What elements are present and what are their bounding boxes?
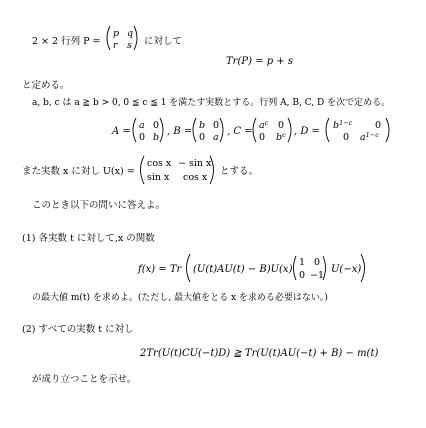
svg-text:(U(t)AU(t) − B)U(x): (U(t)AU(t) − B)U(x)	[193, 264, 293, 275]
intro-line2: と定める。	[22, 80, 70, 91]
svg-text:0: 0	[314, 257, 321, 268]
matrix-c-right-paren	[288, 118, 291, 142]
matrix-c-label: , C =	[227, 126, 253, 137]
matrix-b-label: , B =	[167, 126, 193, 137]
matrix-p-a11: p	[113, 28, 120, 39]
matrix-c-a12: 0	[278, 120, 285, 131]
trace-definition: Tr(P) = p + s	[226, 56, 293, 67]
instruction-text: このとき以下の問いに答えよ。	[32, 200, 166, 211]
q1-text: の最大値 m(t) を求めよ。(ただし, 最大値をとる x を求める必要はない。)	[32, 293, 328, 303]
q2-formula: 2Tr(U(t)CU(−t)D) ≧ Tr(U(t)AU(−t) + B) − m(t)	[140, 348, 379, 359]
matrix-c-a11: $a^c$	[259, 119, 269, 131]
matrix-p-left-paren	[107, 26, 110, 50]
matrix-b-a11: b	[199, 120, 206, 131]
matrix-d-right-paren	[386, 118, 389, 142]
matrix-a-a21: 0	[139, 132, 146, 143]
matrix-a-left-paren	[133, 118, 136, 142]
matrix-p-a22: s	[127, 40, 132, 51]
matrix-a-a11: a	[139, 120, 145, 131]
matrix-b-left-paren	[193, 118, 196, 142]
matrix-u-a11: cos x	[147, 158, 172, 169]
matrix-d-a21: 0	[343, 132, 350, 143]
matrix-u-a21: sin x	[147, 172, 170, 183]
matrix-a-a12: 0	[153, 120, 160, 131]
svg-text:−1: −1	[310, 270, 325, 281]
intro-line3: a, b, c は a ≧ b > 0, 0 ≦ c ≦ 1 を満たす実数とする。行列 A, B, C, D を次で定める。	[32, 98, 391, 108]
matrix-c-a22: $b^c$	[276, 131, 286, 143]
intro-line1-prefix: 2 × 2 行列 P =	[32, 36, 101, 47]
matrix-a-a22: b	[153, 132, 160, 143]
matrix-a-right-paren	[160, 118, 163, 142]
matrix-u-left-paren	[141, 156, 145, 184]
svg-text:1: 1	[299, 257, 306, 268]
matrix-d-left-paren	[326, 118, 329, 142]
matrix-u-a12: − sin x	[178, 158, 212, 169]
matrix-b-a22: a	[213, 132, 219, 143]
matrix-d-a22: $a^{1-c}$	[360, 131, 379, 143]
svg-text:U(−x): U(−x)	[331, 264, 362, 275]
q2-heading: (2) すべての実数 t に対し	[22, 324, 134, 335]
intro-line1-suffix: に対して	[144, 36, 183, 47]
matrix-c-a21: 0	[259, 132, 266, 143]
q2-text: が成り立つことを示せ。	[32, 374, 137, 385]
matrix-d-a11: $b^{1-c}$	[333, 119, 353, 131]
matrix-a-label: A =	[112, 126, 131, 137]
matrix-p-right-paren	[134, 26, 137, 50]
rotation-prefix: また実数 x に対し U(x) =	[22, 166, 135, 177]
matrix-c-left-paren	[253, 118, 256, 142]
matrix-b-a21: 0	[199, 132, 206, 143]
matrix-d-label: , D =	[294, 126, 320, 137]
matrix-u-a22: cos x	[183, 172, 208, 183]
matrix-p-a21: r	[113, 40, 118, 51]
matrix-p-a12: q	[127, 28, 134, 39]
q1-heading: (1) 各実数 t に対して,x の関数	[22, 233, 155, 244]
matrix-b-a12: 0	[213, 120, 220, 131]
rotation-suffix: とする。	[220, 166, 259, 177]
svg-text:f(x) = Tr: f(x) = Tr	[138, 264, 182, 275]
matrix-d-a12: 0	[375, 120, 382, 131]
matrix-b-right-paren	[220, 118, 223, 142]
svg-text:0: 0	[299, 270, 306, 281]
q1-formula	[137, 254, 365, 282]
